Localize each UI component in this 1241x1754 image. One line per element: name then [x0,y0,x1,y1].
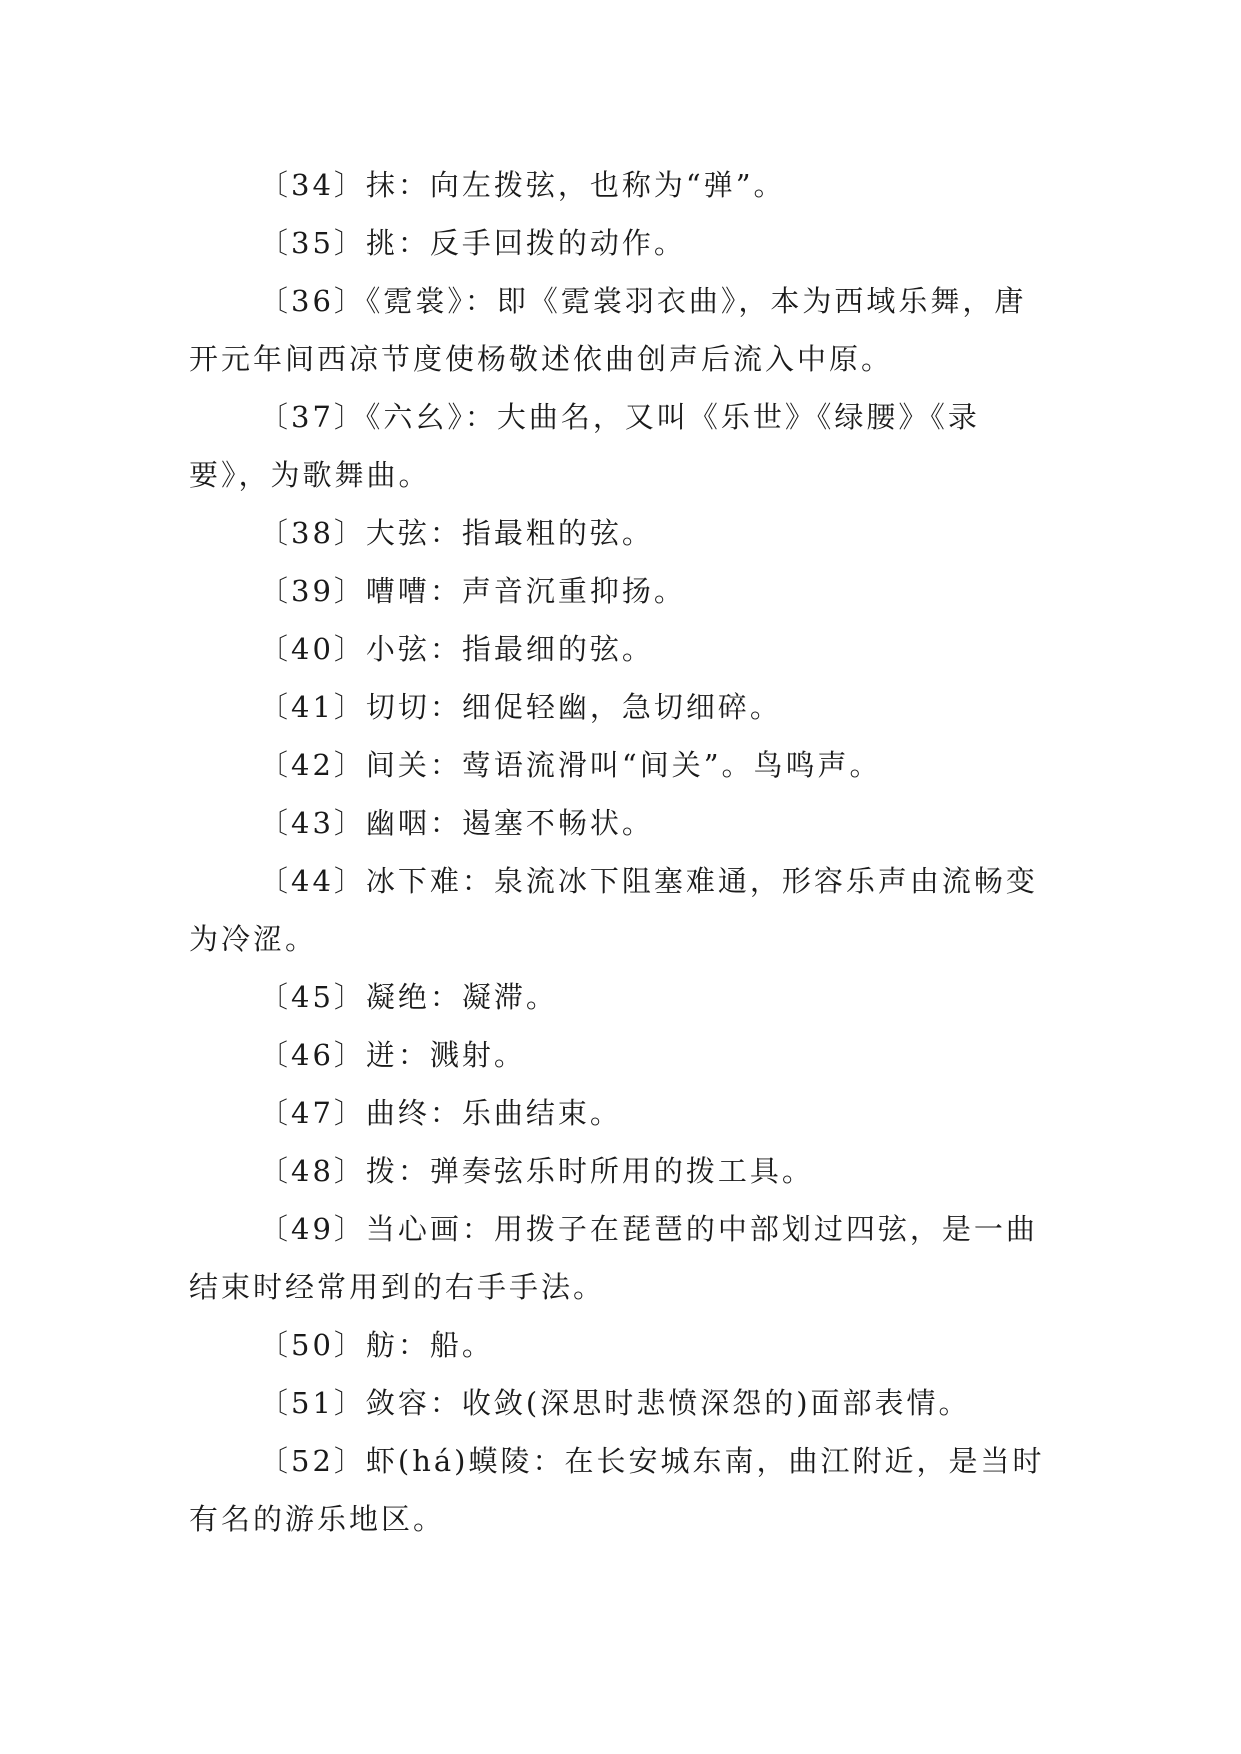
note-42: 〔42〕间关：莺语流滑叫“间关”。鸟鸣声。 [259,748,882,782]
note-39: 〔39〕嘈嘈：声音沉重抑扬。 [259,574,686,608]
note-52: 〔52〕虾(há)蟆陵：在长安城东南，曲江附近，是当时有名的游乐地区。 [189,1444,1045,1536]
note-44: 〔44〕冰下难：泉流冰下阻塞难通，形容乐声由流畅变为冷涩。 [189,864,1038,956]
note-37: 〔37〕《六幺》：大曲名，又叫《乐世》《绿腰》《录要》，为歌舞曲。 [189,400,980,492]
note-35: 〔35〕挑：反手回拨的动作。 [259,226,686,260]
note-41: 〔41〕切切：细促轻幽，急切细碎。 [259,690,782,724]
note-46: 〔46〕迸：溅射。 [259,1038,526,1072]
note-49: 〔49〕当心画：用拨子在琵琶的中部划过四弦，是一曲结束时经常用到的右手手法。 [189,1212,1038,1304]
note-36: 〔36〕《霓裳》：即《霓裳羽衣曲》，本为西域乐舞，唐开元年间西凉节度使杨敬述依曲创声后流入中原。 [189,284,1027,376]
note-34: 〔34〕抹：向左拨弦，也称为“弹”。 [259,168,786,202]
note-47: 〔47〕曲终：乐曲结束。 [259,1096,622,1130]
note-45: 〔45〕凝绝：凝滞。 [259,980,558,1014]
note-38: 〔38〕大弦：指最粗的弦。 [259,516,654,550]
note-50: 〔50〕舫：船。 [259,1328,494,1362]
annotation-list [189,156,1049,1548]
note-43: 〔43〕幽咽：遏塞不畅状。 [259,806,654,840]
note-40: 〔40〕小弦：指最细的弦。 [259,632,654,666]
note-48: 〔48〕拨：弹奏弦乐时所用的拨工具。 [259,1154,814,1188]
note-51: 〔51〕敛容：收敛(深思时悲愤深怨的)面部表情。 [259,1386,971,1420]
